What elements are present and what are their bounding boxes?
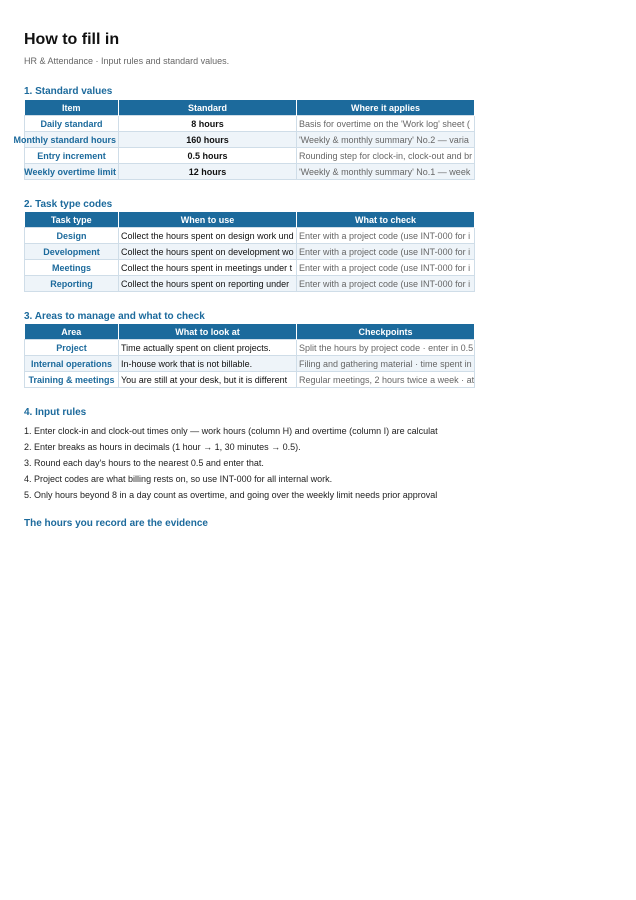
item-cell: Entry increment — [25, 148, 119, 164]
column-header: What to check — [297, 212, 475, 228]
table-row — [25, 132, 475, 148]
item-cell: Weekly overtime limit — [25, 164, 119, 180]
page-title: How to fill in — [24, 31, 120, 48]
what-to-look-at-cell: In-house work that is not billable. — [119, 356, 297, 372]
what-to-check-cell: Enter with a project code (use INT-000 for i — [297, 276, 475, 292]
applies-cell: 'Weekly & monthly summary' No.1 — week — [297, 164, 475, 180]
table-row — [25, 372, 475, 388]
checkpoints-cell: Regular meetings, 2 hours twice a week · at — [297, 372, 475, 388]
section-heading-areas: 3. Areas to manage and what to check — [24, 311, 205, 322]
section-heading-input-rules: 4. Input rules — [24, 407, 87, 418]
standard-cell: 12 hours — [119, 164, 297, 180]
what-to-check-cell: Enter with a project code (use INT-000 for i — [297, 228, 475, 244]
area-cell: Internal operations — [25, 356, 119, 372]
column-header: Standard — [119, 100, 297, 116]
when-to-use-cell: Collect the hours spent on reporting under — [119, 276, 297, 292]
column-header: Item — [25, 100, 119, 116]
areas-table — [24, 324, 475, 388]
table-row — [25, 116, 475, 132]
input-rules-list — [24, 423, 474, 503]
list-item: 1. Enter clock-in and clock-out times only — work hours (column H) and overtime (column I) are calculat — [24, 426, 438, 436]
area-cell: Project — [25, 340, 119, 356]
list-item: 2. Enter breaks as hours in decimals (1 hour → 1, 30 minutes → 0.5). — [24, 442, 301, 452]
table-row — [25, 276, 475, 292]
standard-values-table — [13, 100, 475, 180]
list-item: 5. Only hours beyond 8 in a day count as overtime, and going over the weekly limit needs prior approval — [24, 490, 438, 500]
closing-note: The hours you record are the evidence — [24, 518, 208, 529]
column-header: Task type — [25, 212, 119, 228]
list-item: 4. Project codes are what billing rests on, so use INT-000 for all internal work. — [24, 474, 333, 484]
page-subtitle: HR & Attendance · Input rules and standard values. — [24, 56, 230, 66]
table-row — [25, 148, 475, 164]
when-to-use-cell: Collect the hours spent on design work und — [119, 228, 297, 244]
table-header-row — [25, 324, 475, 340]
task-type-cell: Reporting — [25, 276, 119, 292]
standard-cell: 0.5 hours — [119, 148, 297, 164]
applies-cell: Basis for overtime on the 'Work log' sheet ( — [297, 116, 475, 132]
table-header-row — [25, 100, 475, 116]
task-type-cell: Development — [25, 244, 119, 260]
list-item: 3. Round each day's hours to the nearest 0.5 and enter that. — [24, 458, 264, 468]
table-row — [25, 340, 475, 356]
standard-cell: 160 hours — [119, 132, 297, 148]
standard-cell: 8 hours — [119, 116, 297, 132]
table-header-row — [25, 212, 475, 228]
column-header: When to use — [119, 212, 297, 228]
section-heading-task-types: 2. Task type codes — [24, 199, 113, 210]
column-header: Where it applies — [297, 100, 475, 116]
when-to-use-cell: Collect the hours spent on development wo — [119, 244, 297, 260]
checkpoints-cell: Split the hours by project code · enter in 0.5 — [297, 340, 475, 356]
area-cell: Training & meetings — [25, 372, 119, 388]
section-heading-standard-values: 1. Standard values — [24, 86, 113, 97]
task-type-cell: Meetings — [25, 260, 119, 276]
table-row — [25, 244, 475, 260]
what-to-look-at-cell: You are still at your desk, but it is different — [119, 372, 297, 388]
task-type-cell: Design — [25, 228, 119, 244]
applies-cell: Rounding step for clock-in, clock-out and br — [297, 148, 475, 164]
table-row — [25, 228, 475, 244]
item-cell: Daily standard — [25, 116, 119, 132]
checkpoints-cell: Filing and gathering material · time spent in — [297, 356, 475, 372]
when-to-use-cell: Collect the hours spent in meetings under t — [119, 260, 297, 276]
what-to-look-at-cell: Time actually spent on client projects. — [119, 340, 297, 356]
task-types-table — [24, 212, 475, 292]
item-cell: Monthly standard hours — [25, 132, 119, 148]
what-to-check-cell: Enter with a project code (use INT-000 for i — [297, 260, 475, 276]
table-row — [25, 164, 475, 180]
column-header: Checkpoints — [297, 324, 475, 340]
column-header: What to look at — [119, 324, 297, 340]
applies-cell: 'Weekly & monthly summary' No.2 — varia — [297, 132, 475, 148]
table-row — [25, 260, 475, 276]
what-to-check-cell: Enter with a project code (use INT-000 for i — [297, 244, 475, 260]
column-header: Area — [25, 324, 119, 340]
table-row — [25, 356, 475, 372]
